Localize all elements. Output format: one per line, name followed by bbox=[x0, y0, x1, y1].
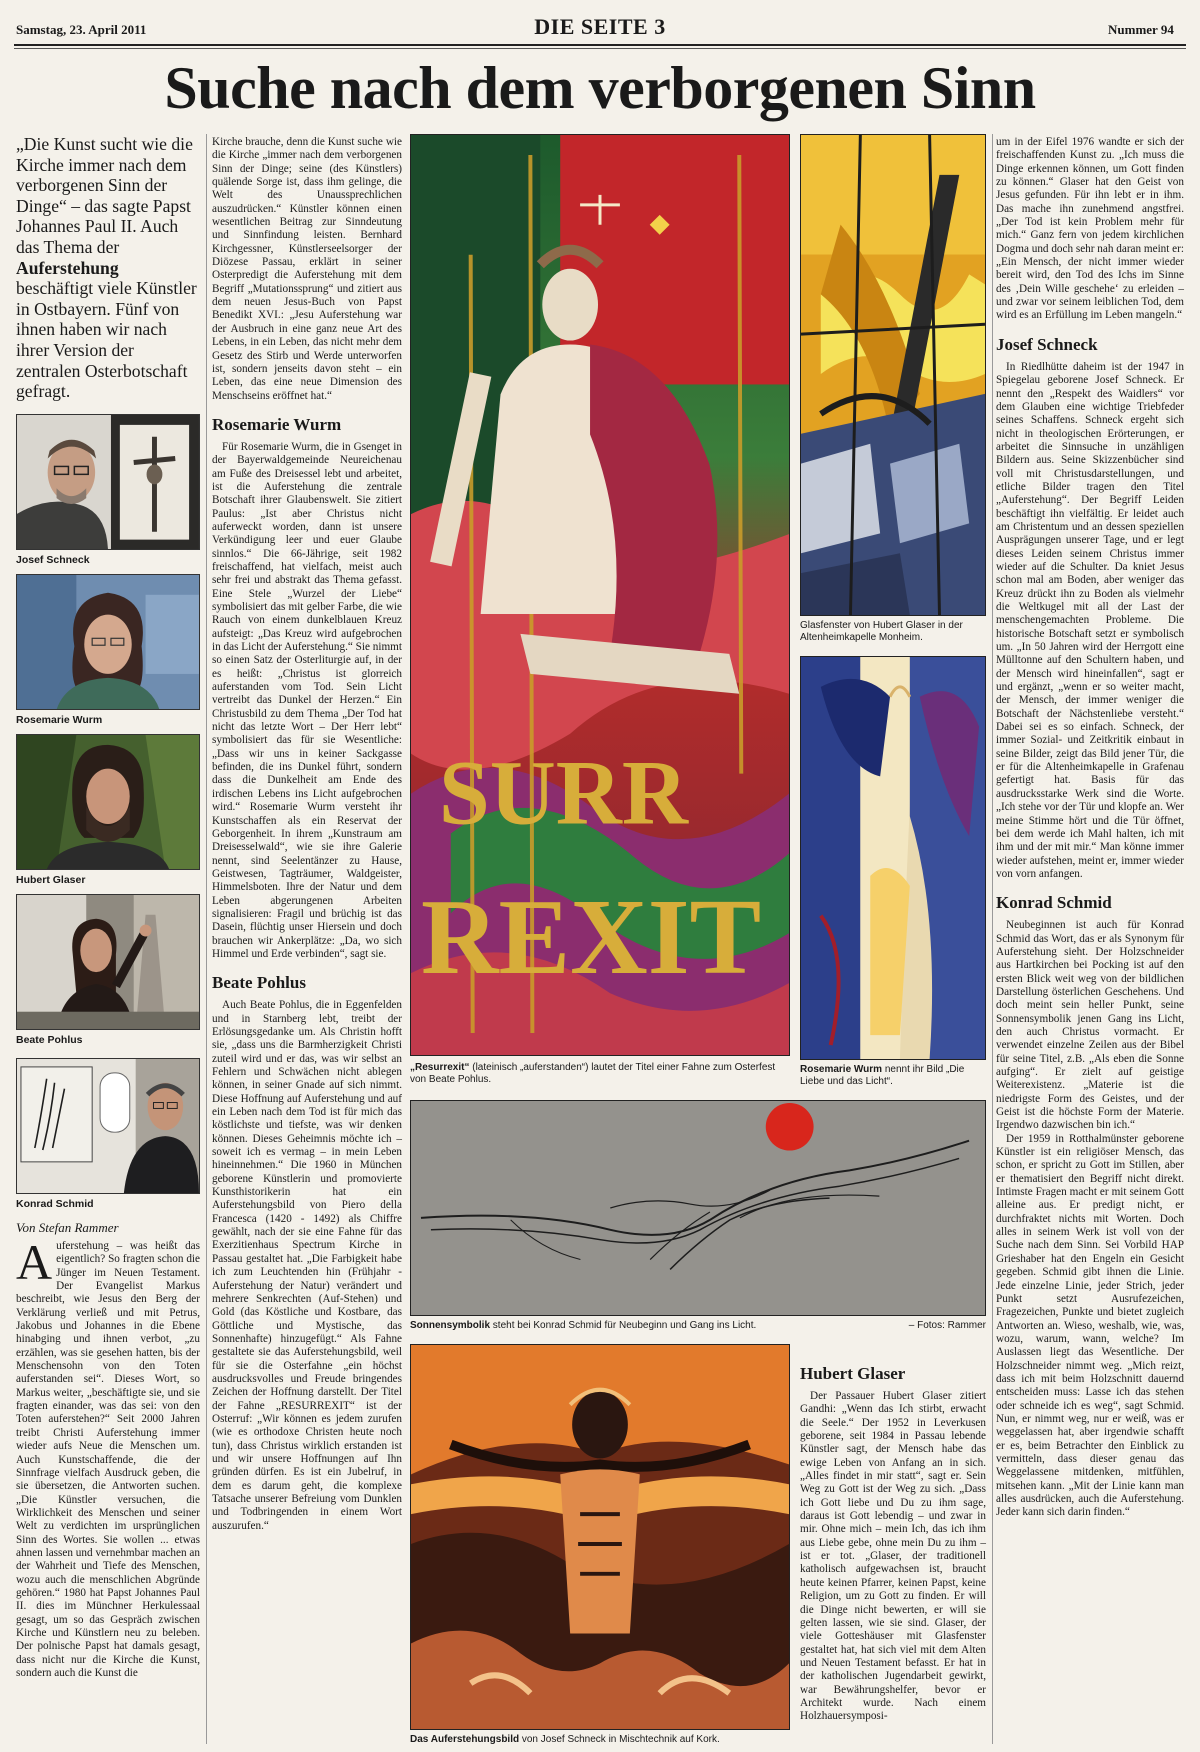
portrait-konrad-schmid bbox=[16, 1058, 200, 1194]
caption-wurm bbox=[800, 1064, 986, 1088]
subhead-josef-schneck: Josef Schneck bbox=[996, 334, 1098, 354]
intro-part2: beschäftigt viele Künstler in Ostbayern. Fünf von ihnen haben wir nach ihrer Version der zentralen Osterbotschaft gefragt. bbox=[16, 278, 197, 402]
article-column-2 bbox=[212, 136, 402, 1533]
article-paragraph: um in der Eifel 1976 wandte er sich der freischaffenden Kunst zu. „Ich muss die Dinge erkennen können, um Gott finden zu können.“ Glaser hat den Geist von Jesus gefunden. Für ihn lebt er in ihm. Das mache ihn zunehmend angstfrei. „Der Tod ist kein Problem mehr für mich.“ Ganz fern von jedem kirchlichen Dogma und doch sehr nah daran meint er: „Ein Mensch, der nicht immer wieder bereit wird, den Tod des Ichs im Sinne des ‚Dein Wille geschehe‘ zu erleiden – und zwar vor seinem leiblichen Tod, dem wird es an Erfüllung im Leben mangeln.“ bbox=[996, 136, 1184, 322]
subhead-beate-pohlus: Beate Pohlus bbox=[212, 973, 306, 993]
auferstehungsbild-image bbox=[410, 1344, 790, 1730]
paragraph-text: uferstehung – was heißt das eigentlich? So fragten schon die Jünger im Neuen Testament. Der Evangelist Markus beschreibt, wie Jesus den Berg der Verklärung verließ und mit Petrus, Jakobus und Johannes in die Ebene hinabging und ihnen verbot, „zu erzählen, was sie gesehen hatten, bis der Menschensohn von den Toten auferstanden sei“. Dieses Wort, so Markus weiter, „beschäftigte sie, und sie fragten einander, was das sei: von den Toten auferstehen?“ Seit 2000 Jahren treibt Christi Auferstehung immer wieder aufs Neue die Menschen um. Auch Kunstschaffende, die der Sinnfrage vielfach Ausdruck geben, die sie übersetzen, die Antworten suchen. „Die Künstler versuchen, die Wirklichkeit des Menschen und seiner Welt zu verdichten im ursprünglichen Sinn des Wortes. Sie wollen ... etwas ahnen lassen und vernehmbar machen an der Wahrheit und Tiefe des Menschen, wozu auch die menschlichen Abgründe gehören.“ 1980 hat Papst Johannes Paul II. dies im Münchner Herkulessaal gesagt, um so das Gespräch zwischen Kirche und Künstlern neu zu beleben. Der polnische Papst hat damals gesagt, dass nicht nur die Kirche die Kunst, sondern auch die Kunst die bbox=[16, 1240, 200, 1679]
portrait-josef-schneck bbox=[16, 414, 200, 550]
portrait-beate-pohlus bbox=[16, 894, 200, 1030]
caption-bold: Das Auferstehungsbild bbox=[410, 1734, 520, 1745]
caption-resurrexit bbox=[410, 1062, 790, 1086]
article-paragraph bbox=[16, 1234, 200, 1680]
article-paragraph: Der Passauer Hubert Glaser zitiert Gandhi: „Wenn das Ich stirbt, erwacht die Seele.“ Der 1952 in Leverkusen geborene, seit 1984 in Passau lebende Künstler sagt, der Mensch habe das ewige Leben von Anfang an in sich. „Alles findet in mir statt“, sagt er. Sein Weg zu Gott ist der Weg zu sich. „Dass ich Gott liebe und Du zu ihm sage, daraus ist Gott lebendig – und zwar in mir. Ohne mich – mein Ich, das ich ihm aus Liebe gebe, ohne mein Du zu ihm – ist er tot. „Glaser, der traditionell katholisch aufgewachsen ist, braucht heute keinen Pfarrer, keinen Papst, keine Religion, um zu Gott zu finden. Er will die Dinge nicht bewerten, er will sie gelten lassen, wie sie sind. Glaser, der viele Gotteshäuser mit Glasfenster gestaltet hat, hat sich viel mit dem Alten und Neuen Testament befasst. Er hat in der katholischen Jugendarbeit gewirkt, war Bewährungshelfer, bevor er Architekt wurde. Nach einem Holzhauersymposi- bbox=[800, 1390, 986, 1723]
caption-bold: „Resurrexit“ bbox=[410, 1062, 470, 1073]
caption-text: (lateinisch „auferstanden“) lautet der Titel einer Fahne zum Osterfest von Beate Pohlus. bbox=[410, 1062, 776, 1085]
article-paragraph: In Riedlhütte daheim ist der 1947 in Spiegelau geborene Josef Schneck. Er nennt den „Respekt des Waidlers“ vor dem Glauben eine wichtige Triebfeder seines Schaffens. Schneck ergeht sich nicht in theologischen Erörterungen, er arbeitet die Sinnsuche in unzähligen Bildern aus. Seine Skizzenbücher sind voll mit Christusdarstellungen, und etliche Bilder tragen den Titel „Auferstehung“. Der Begriff Leiden beschäftigt ihn vielfältig. Er leidet auch am Christentum und an dessen speziellen Ausprägungen unserer Tage, und er legt dieses Leiden seinem Christus immer wieder auf die Schulter. Da kniet Jesus schon mal am Boden, aber weniger das Kreuz drückt ihn zu Boden als vielmehr die Weltkugel mit all der Last der menschengemachten Probleme. Die historische Botschaft setzt er symbolisch um. „In 50 Jahren wird der Herrgott eine Mülltonne auf den Schultern haben, und der Mensch wird hineinfallen“, sagt er und ergänzt, „wenn er so weiter macht, der Mensch, der immer weniger die Botschaft der Nächstenliebe versteht.“ Dabei sei es so einfach. Schneck, der immer Sozial- und Zeitkritik einbaut in seine Bilder, zeigt das Bild jener Tür, die er für die Altenheimkapelle in Grafenau gefertigt hat. Basis für das ausdrucksstarke Werk sind die Worte. „Ich stehe vor der Tür und klopfe an. Wer meine Stimme hört und die Tür öffnet, bei dem werde ich Mahl halten, ich mit ihm und der mit mir.“ Man könne immer wieder aufstehen, meint er, immer wieder von vorn anfangen. bbox=[996, 360, 1184, 880]
article-column-1 bbox=[16, 1234, 200, 1680]
banner-text-2: REXIT bbox=[420, 878, 762, 998]
caption-text: nennt ihr Bild „Die Liebe und das Licht“. bbox=[800, 1064, 965, 1087]
subhead-konrad-schmid: Konrad Schmid bbox=[996, 893, 1112, 913]
portrait-caption: Konrad Schmid bbox=[16, 1198, 94, 1210]
portrait-caption: Josef Schneck bbox=[16, 554, 90, 566]
column-rule bbox=[992, 134, 993, 1744]
caption-bold: Sonnensymbolik bbox=[410, 1320, 491, 1331]
article-column-5 bbox=[996, 136, 1184, 1520]
article-paragraph: Kirche brauche, denn die Kunst suche wie die Kirche „immer nach dem verborgenen Sinn der Dinge; seine (des Künstlers) quälende Sorge ist, dass ihm gelinge, die Welt des Unaussprechlichen auszudrücken.“ Künstler können einen wesentlichen Beitrag zur Sinndeutung und Sinnfindung leisten. Bernhard Kirchgessner, Künstlerseelsorger der Diözese Passau, erklärt in seiner Osterpredigt die Auferstehung mit dem Begriff „Mutationssprung“ und zitiert aus dem neuen Jesus-Buch von Papst Benedikt XVI.: „Jesu Auferstehung war der Ausbruch in eine ganz neue Art des Lebens, in ein Leben, das nicht mehr dem Gesetz des Stirb und Werde unterworfen ist, sondern jenseits davon steht – ein Leben, das eine neue Dimension des Menschseins eröffnet hat.“ bbox=[212, 136, 402, 402]
article-column-4 bbox=[800, 1364, 986, 1724]
caption-sonne bbox=[410, 1320, 850, 1332]
intro-bold: Auferstehung bbox=[16, 257, 119, 278]
article-paragraph: Neubeginnen ist auch für Konrad Schmid das Wort, das er als Synonym für Auferstehung sieht. Der Holzschneider aus Hartkirchen bei Pocking ist auf den ersten Blick weit weg von der bildlichen Darstellung österlichen Geschehens. Und doch meint sein heller Punkt, seine Sonnensymbolik jenen Gang ins Licht, den auch Christus vormacht. Er verwendet einzelne Zeilen aus der Bibel für seine Titel, z.B. „Als eben die Sonne aufging“. Er zielt auf geistige Weiterexistenz. „Materie ist die niedrigste Form des Geistes, und der Geist ist die höchste Form der Materie. Irgendwo dazwischen bin ich.“ bbox=[996, 919, 1184, 1132]
sonnensymbolik-image bbox=[410, 1100, 986, 1316]
byline: Von Stefan Rammer bbox=[16, 1220, 119, 1235]
masthead-rule-thin bbox=[14, 48, 1186, 49]
portrait-caption: Beate Pohlus bbox=[16, 1034, 83, 1046]
subhead-hubert-glaser: Hubert Glaser bbox=[800, 1364, 906, 1383]
banner-text-1: SURR bbox=[438, 741, 688, 844]
issue-number: Nummer 94 bbox=[1108, 22, 1174, 37]
wurm-painting-image bbox=[800, 656, 986, 1060]
headline: Suche nach dem verborgenen Sinn bbox=[164, 55, 1036, 121]
masthead-date: Samstag, 23. April 2011 bbox=[16, 22, 147, 37]
portrait-caption: Hubert Glaser bbox=[16, 874, 86, 886]
portrait-rosemarie-wurm bbox=[16, 574, 200, 710]
masthead-rule bbox=[14, 44, 1186, 46]
article-paragraph: Für Rosemarie Wurm, die in Gsenget in der Bayerwaldgemeinde Neureichenau am Fuße des Dreisessel lebt und arbeitet, ist die Auferstehung die zentrale Botschaft ihrer Glaubenswelt. Sie zitiert Paulus: „Ist aber Christus nicht auferweckt worden, dann ist unsere Verkündigung leer und euer Glaube sinnlos.“ Die 66-Jährige, seit 1982 freischaffend, hat vielfach, meist auch sehr frei und abstrakt das Thema gefasst. Eine Stele „Wurzel der Liebe“ symbolisiert das mit gelber Farbe, die wie Rauch von einem dunkelblauen Kreuz aufsteigt: „Das Kreuz wird aufgebrochen in das Licht der Auferstehung.“ Sie nimmt so einen Satz der Osterliturgie auf, in der es heißt: „Christus ist glorreich auferstanden vom Tod. Sein Licht vertreibt das Dunkel der Herzen.“ Ein Christusbild zu dem Thema „Der Tod hat nicht das letzte Wort – Der Herr lebt“ symbolisiert das für sie Wesentliche: „Dass wir uns in keiner Sackgasse befinden, die ins Dunkel führt, sondern dass die Dunkelheit am Ende des irdischen Lebens ins Licht aufgebrochen wird.“ Rosemarie Wurm versteht ihr Kunstschaffen als ein Reservat der Geborgenheit. In ihrem „Kunstraum am Dreisesselwald“, wie sie ihre Galerie nennt, sind Seelentänzer zu Hause, Geistwesen, Tagträumer, Waldgeister, Himmelsboten. Ihre der Natur und dem Leben abgerungenen Arbeiten signalisieren: Fragil und brüchig ist das Dasein, flüchtig unser Hiersein und doch brauchen wir Ankerplätze: „Da, wo sich Himmel und Erde verbinden“, sagt sie. bbox=[212, 440, 402, 960]
caption-text: von Josef Schneck in Mischtechnik auf Kork. bbox=[519, 1734, 720, 1745]
glasfenster-image bbox=[800, 134, 986, 616]
caption-bold: Rosemarie Wurm bbox=[800, 1064, 883, 1075]
article-paragraph: Auch Beate Pohlus, die in Eggenfelden und in Starnberg lebt, treibt der Erlösungsgedanke um. Als Christin hofft sie, „dass uns die Barmherzigkeit Christi zuteil wird und er das, was wir selbst an Fehlern und Schwächen nicht ablegen können, in seiner Gnade auf sich nimmt. Diese Hoffnung auf Auferstehung und auf ein Leben nach dem Tod ist für mich das köstlichste und tiefste, was wir denken können. Dieses Geheimnis möchte ich – soweit ich es vermag – in mein Leben hineinnehmen.“ Die 1960 in München geborene Künstlerin und promovierte Kunsthistorikerin hat ein Auferstehungsbild von Piero della Francesca (1420 - 1492) als Chiffre gewählt, nach der sie eine Fahne für das Exerzitienhaus Spectrum Kirche in Passau gestaltet hat. „Die Farbigkeit habe ich zum Leuchtenden hin (Frühjahr - Auferstehung der Natur) verändert und mehrere Senkrechten (Auf-Stehen) und Gold (das Köstliche und Kostbare, das Göttliche und Mystische, das Sonnenhafte) hinzugefügt.“ Als Fahne gestaltete sie das Auferstehungsbild, weil für sie die Osterfahne „ein höchst ausdrucksvolles und Freude bringendes Zeichen der Hoffnung darstellt. Der Titel der Fahne „RESURREXIT“ ist der Osterruf: „Wir können es jedem zurufen (wie es orthodoxe Christen heute noch tun), dass Christus wirklich erstanden ist und wir unsere Hoffnungen auf Ihn gründen dürfen. Es ist ein Jubelruf, in dem es darum geht, die komplexe Tatsache unserer Befreiung vom Dunklen und Todbringenden in einem Wort auszurufen.“ bbox=[212, 999, 402, 1532]
intro-part1: „Die Kunst sucht wie die Kirche immer nach dem verborgenen Sinn der Dinge“ – das sagte Papst Johannes Paul II. Auch das Thema der bbox=[16, 134, 193, 257]
caption-text: steht bei Konrad Schmid für Neubeginn und Gang ins Licht. bbox=[490, 1320, 757, 1331]
resurrexit-banner-image bbox=[410, 134, 790, 1056]
portrait-caption: Rosemarie Wurm bbox=[16, 714, 103, 726]
caption-glasfenster: Glasfenster von Hubert Glaser in der Altenheimkapelle Monheim. bbox=[800, 620, 963, 643]
intro-teaser bbox=[16, 134, 200, 402]
subhead-rosemarie-wurm: Rosemarie Wurm bbox=[212, 414, 342, 434]
portrait-hubert-glaser bbox=[16, 734, 200, 870]
dropcap: A bbox=[16, 1234, 53, 1290]
column-rule bbox=[206, 134, 207, 1744]
caption-schneck bbox=[410, 1734, 790, 1746]
section-title: DIE SEITE 3 bbox=[534, 14, 666, 39]
photo-credit: – Fotos: Rammer bbox=[908, 1320, 986, 1331]
article-paragraph: Der 1959 in Rotthalmünster geborene Künstler ist ein religiöser Mensch, das schon, er spricht zu Gott im Stillen, aber er thematisiert den Begriff nicht direkt. Intimste Fragen macht er mit seinem Gott alleine aus. Er predigt nicht, er durchfraktet nichts mit Worten. Doch alles in seinem Werk ist voll von der Suche nach dem Sinn. Sei Vorbild HAP Grieshaber hat den Engeln ein Gesicht gegeben. Schmid gibt ihnen die Linie. Jede einzelne Linie, jeder Strich, jeder Punkt setzt Ausrufezeichen, Fragezeichen, Punkte und bietet zugleich Antworten an. Wieso, weshalb, wie, was, wozu, warum, wann, welche? Im Auslassen liegt das Wesentliche. Der Holzschneider nimmt weg. „Mich reizt, dass ich mit beim Holzschnitt dauernd entscheiden muss: Lasse ich das stehen oder schneide ich es weg“, sagt Schmid. Nun, er nimmt weg, nur er weiß, was er weggelassen hat, aber irgendwie schafft er es, beim Betrachter den Einblick zu vermitteln, dass dieser genau das Weggelassene mitdenken, mitfühlen, mitsehen kann. „Mit der Linie kann man alles ausdrücken, auch die Auferstehung. Jeder kann sich darin finden.“ bbox=[996, 1132, 1184, 1519]
